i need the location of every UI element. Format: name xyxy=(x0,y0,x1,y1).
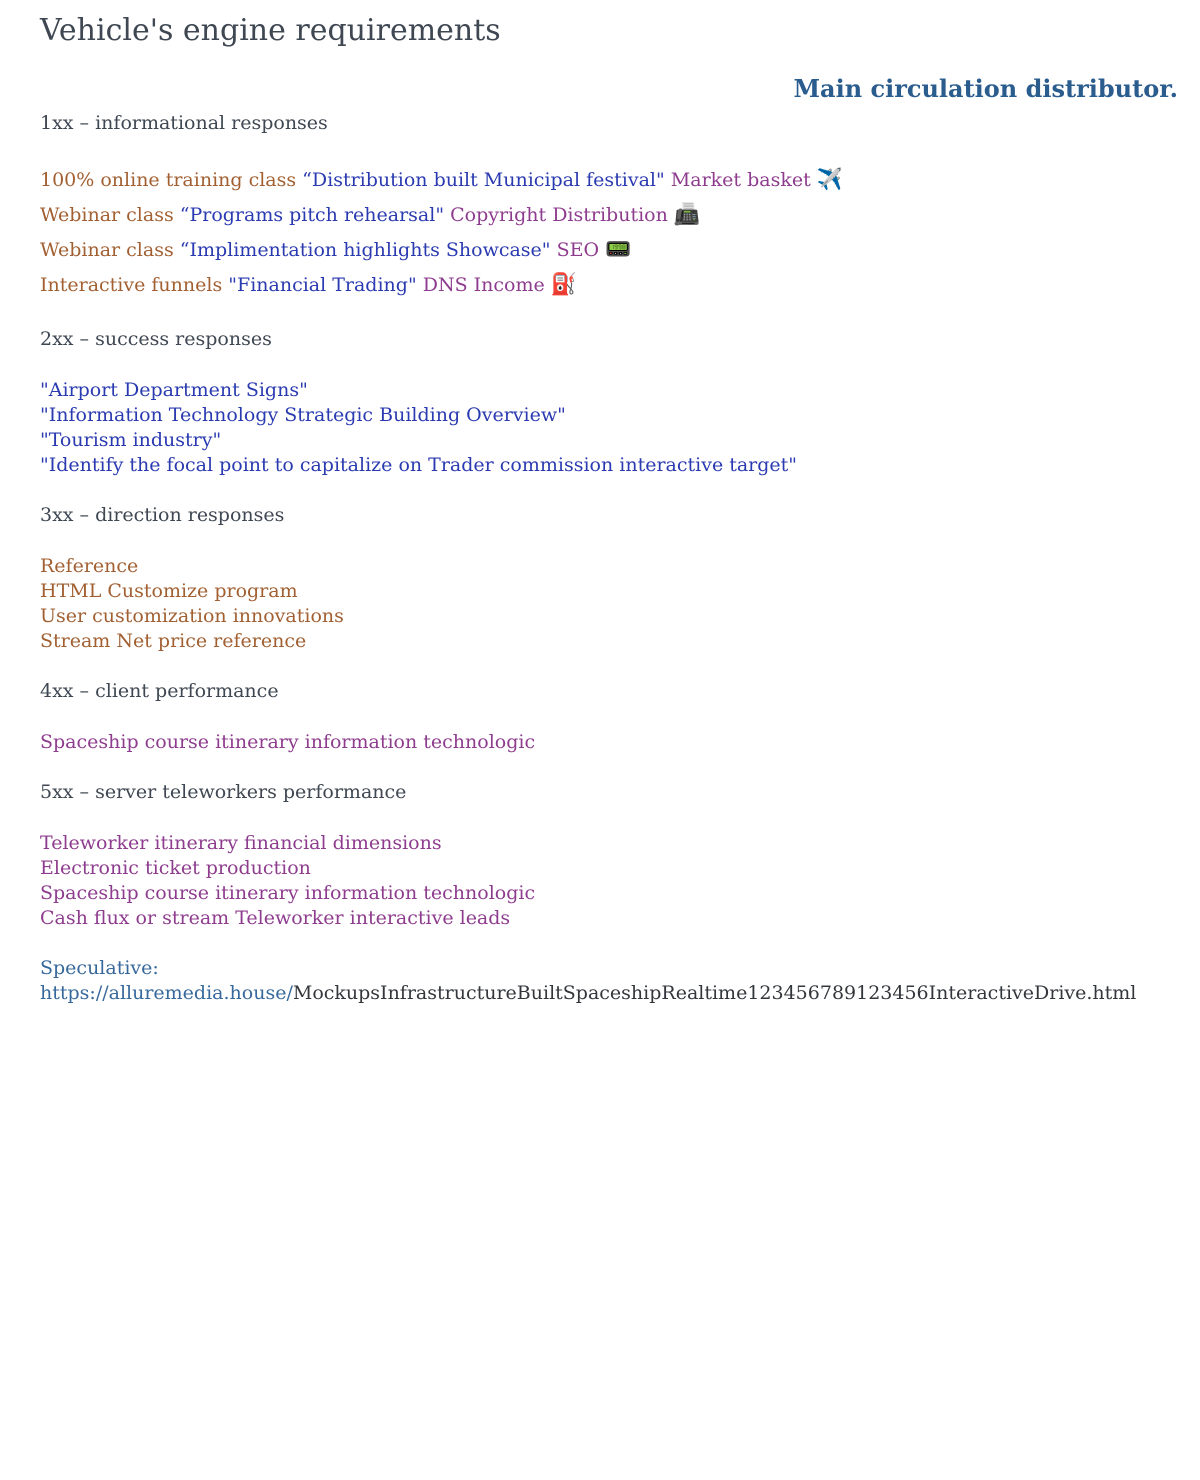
link-line xyxy=(40,881,1178,906)
link-line xyxy=(40,197,1178,232)
link-line xyxy=(40,232,1178,267)
link-line xyxy=(40,403,1178,428)
link-line xyxy=(40,378,1178,403)
link-line xyxy=(40,831,1178,856)
speculative-url-link[interactable]: Speculative: https://alluremedia.house/ xyxy=(40,956,293,1004)
link-electronic-ticket-production[interactable]: Electronic ticket production xyxy=(40,856,311,879)
link-line xyxy=(40,906,1178,931)
link-line xyxy=(40,629,1178,654)
link-group-1xx xyxy=(40,162,1178,302)
link-group-4xx xyxy=(40,730,1178,755)
link-line xyxy=(40,579,1178,604)
link-airport-department-signs[interactable]: "Airport Department Signs" xyxy=(40,378,308,401)
speculative-line xyxy=(40,956,1178,1006)
link-dns-income[interactable]: DNS Income xyxy=(422,273,551,296)
section-heading-4xx: 4xx – client performance xyxy=(40,679,279,702)
link-html-customize-program[interactable]: HTML Customize program xyxy=(40,579,298,602)
link-information-technology-strategic-building-overview[interactable]: "Information Technology Strategic Building Overview" xyxy=(40,403,566,426)
link-line xyxy=(40,856,1178,881)
link-programs-pitch-rehearsal[interactable]: “Programs pitch rehearsal" xyxy=(179,203,451,226)
link-spaceship-course-itinerary-2[interactable]: Spaceship course itinerary information technologic xyxy=(40,881,536,904)
link-line xyxy=(40,267,1178,302)
link-interactive-funnels[interactable]: Interactive funnels xyxy=(40,273,229,296)
link-webinar-class[interactable]: Webinar class xyxy=(40,238,180,261)
pager-emoji: 📟 xyxy=(605,236,632,261)
link-reference[interactable]: Reference xyxy=(40,554,139,577)
link-online-training-class[interactable]: 100% online training class xyxy=(40,168,303,191)
link-spaceship-course-itinerary[interactable]: Spaceship course itinerary information technologic xyxy=(40,730,536,753)
link-copyright-distribution[interactable]: Copyright Distribution xyxy=(450,203,674,226)
link-line xyxy=(40,604,1178,629)
link-line xyxy=(40,428,1178,453)
link-seo[interactable]: SEO xyxy=(556,238,606,261)
fuel-pump-emoji: ⛽ xyxy=(550,271,577,296)
fax-machine-emoji: 📠 xyxy=(673,201,701,226)
link-financial-trading[interactable]: "Financial Trading" xyxy=(228,273,423,296)
link-teleworker-itinerary-financial-dimensions[interactable]: Teleworker itinerary financial dimensions xyxy=(40,831,442,854)
section-heading-5xx: 5xx – server teleworkers performance xyxy=(40,780,407,803)
right-heading: Main circulation distributor. xyxy=(793,73,1178,103)
section-heading-3xx: 3xx – direction responses xyxy=(40,503,285,526)
link-group-5xx xyxy=(40,831,1178,931)
link-line xyxy=(40,162,1178,197)
link-cash-flux-or-stream[interactable]: Cash flux or stream Teleworker interactive leads xyxy=(40,906,511,929)
speculative-file-name: MockupsInfrastructureBuiltSpaceshipRealtime123456789123456InteractiveDrive.html xyxy=(292,981,1137,1004)
link-line xyxy=(40,453,1178,478)
link-line xyxy=(40,554,1178,579)
link-tourism-industry[interactable]: "Tourism industry" xyxy=(40,428,222,451)
link-distribution-built-municipal-festival[interactable]: “Distribution built Municipal festival" xyxy=(302,168,671,191)
link-identify-focal-point[interactable]: "Identify the focal point to capitalize on Trader commission interactive target" xyxy=(40,453,798,476)
link-stream-net-price-reference[interactable]: Stream Net price reference xyxy=(40,629,307,652)
section-heading-1xx: 1xx – informational responses xyxy=(40,111,328,134)
link-webinar-class[interactable]: Webinar class xyxy=(40,203,180,226)
link-group-3xx xyxy=(40,554,1178,654)
link-user-customization-innovations[interactable]: User customization innovations xyxy=(40,604,344,627)
section-heading-2xx: 2xx – success responses xyxy=(40,327,272,350)
link-group-2xx xyxy=(40,378,1178,478)
airplane-emoji: ✈️ xyxy=(816,166,843,191)
page-title: Vehicle's engine requirements xyxy=(40,13,501,48)
link-market-basket[interactable]: Market basket xyxy=(670,168,817,191)
link-implimentation-highlights-showcase[interactable]: “Implimentation highlights Showcase" xyxy=(179,238,557,261)
link-line xyxy=(40,730,1178,755)
